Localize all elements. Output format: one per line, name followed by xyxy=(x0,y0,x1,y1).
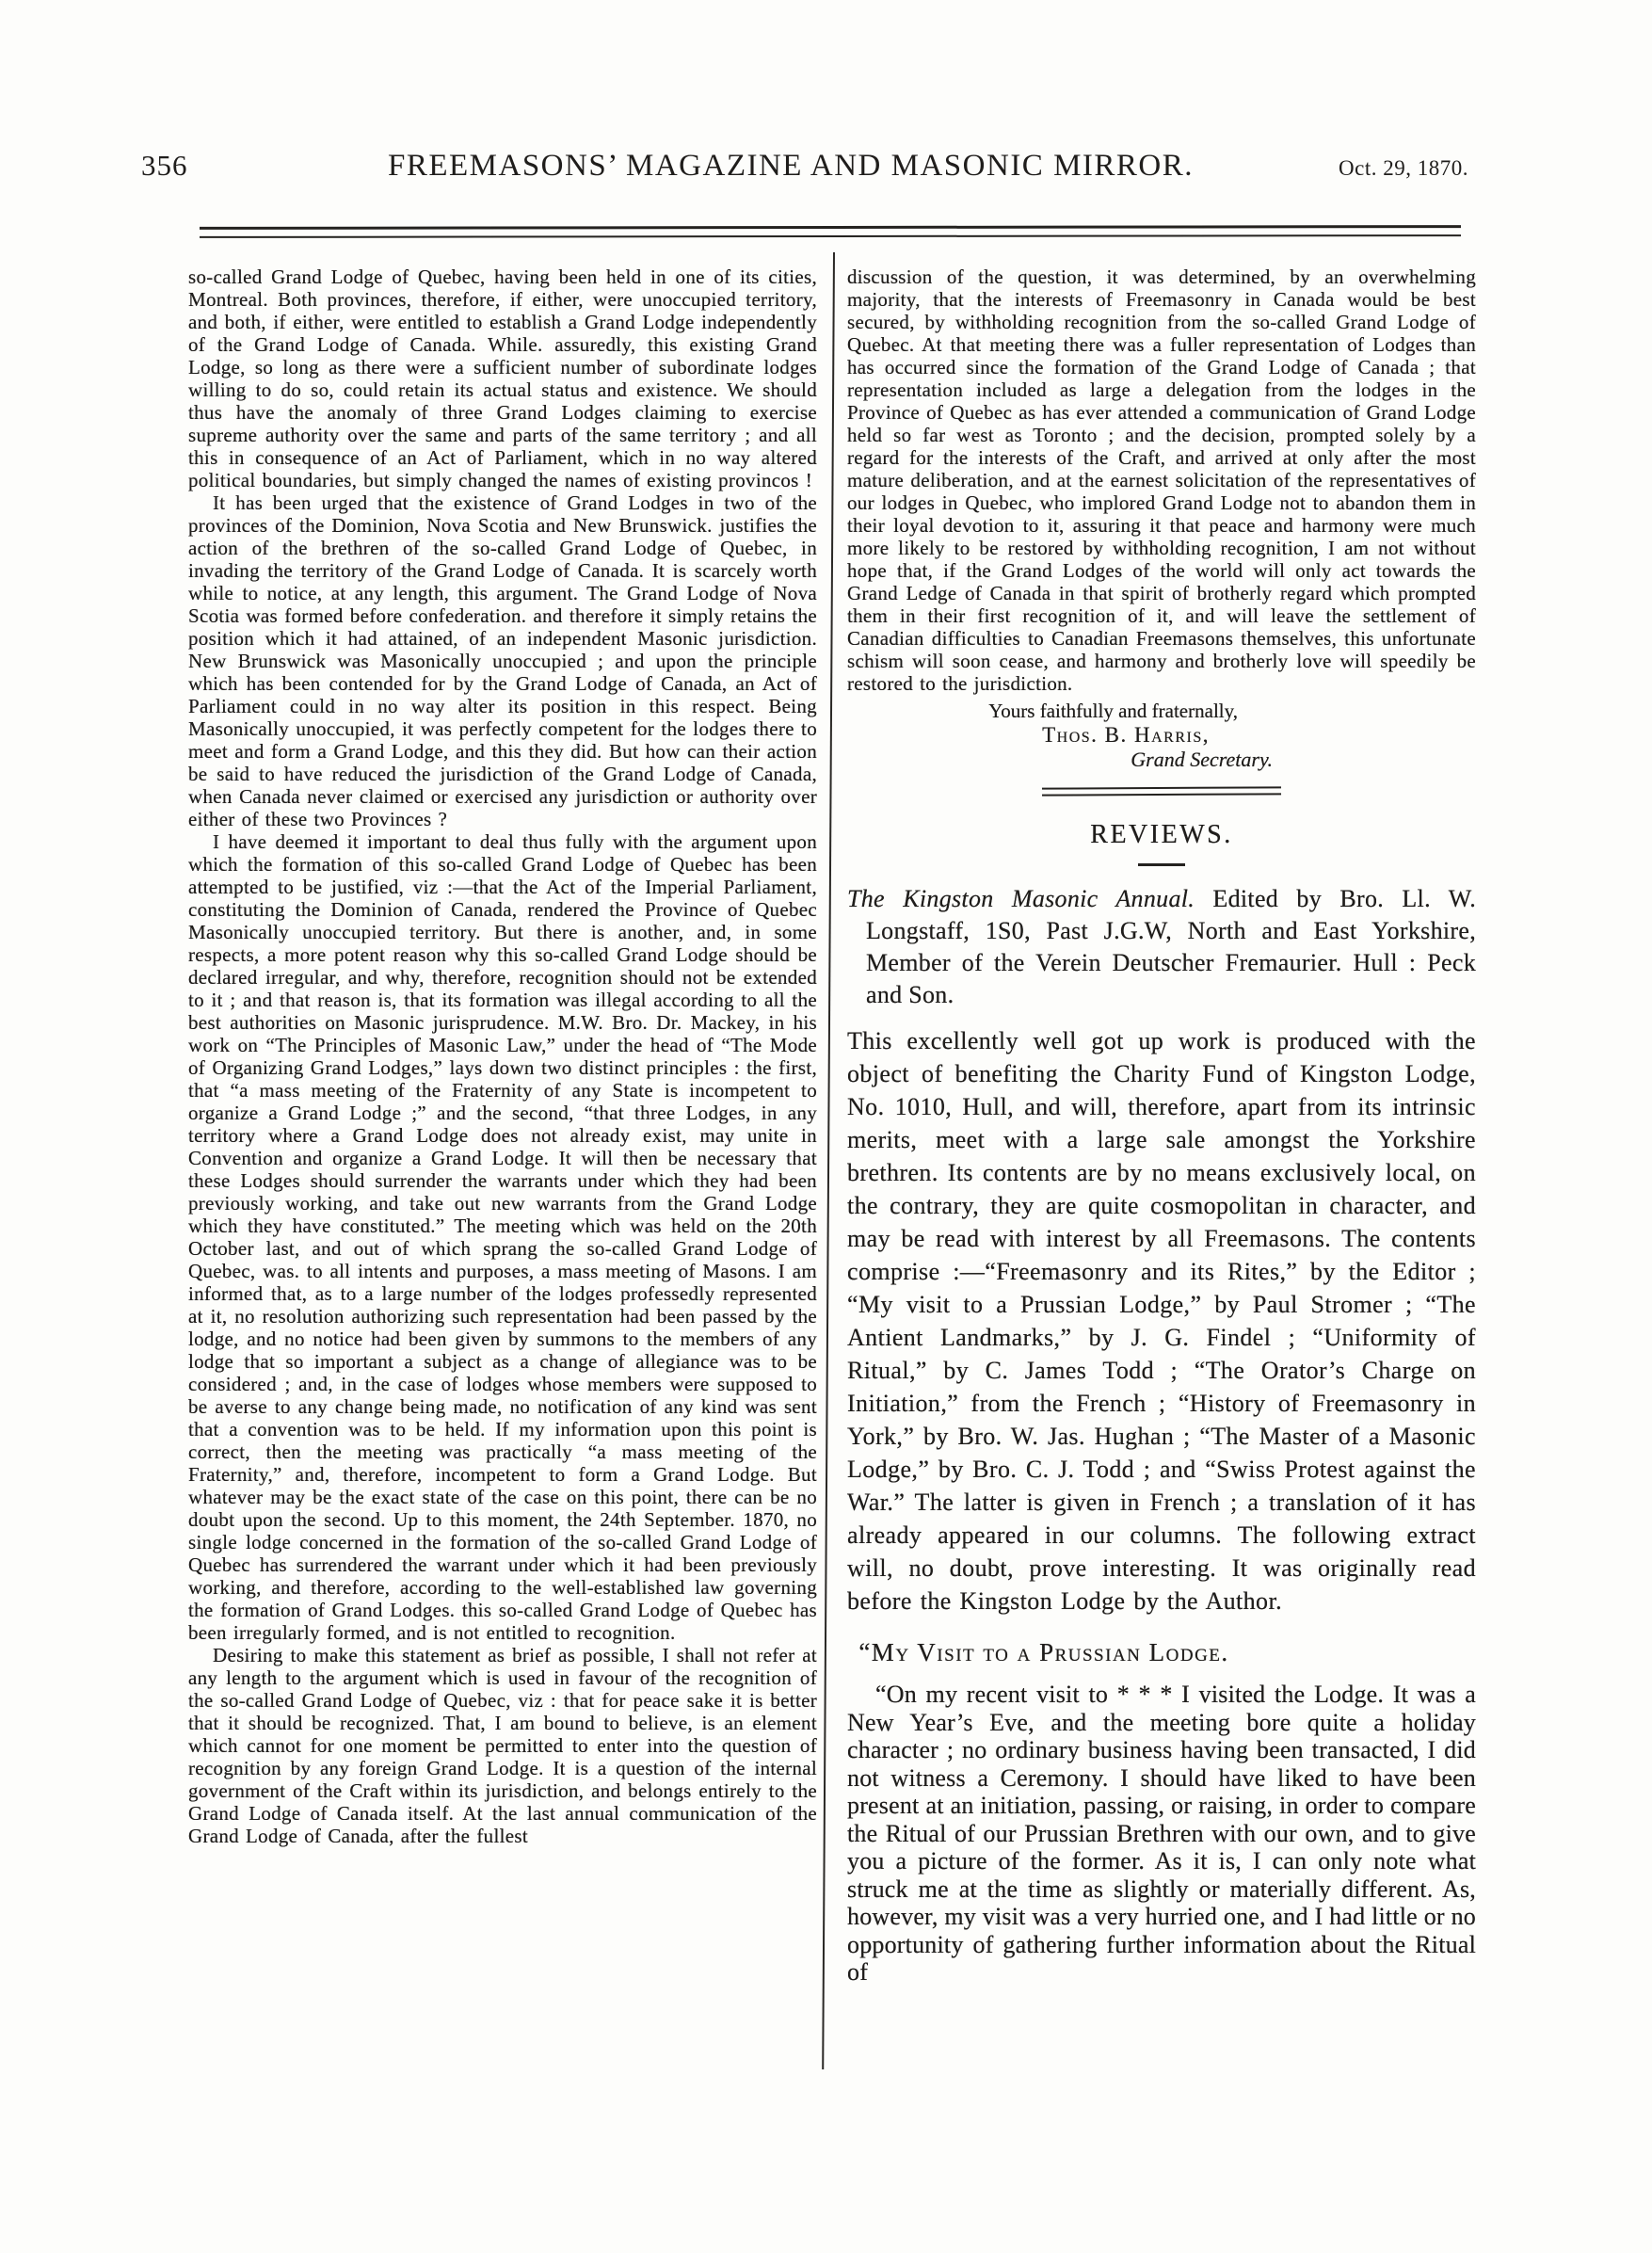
page-header xyxy=(141,149,1468,184)
article-paragraph: I have deemed it important to deal thus fully with the argument upon which the formation of this so-called Grand Lodge of Quebec has been attempted to be justified, viz :—that the Act of the Imperial Parliament, constituting the Dominion of Canada, rendered the Province of Quebec Masonically unoccupied territory. But there is another, and, in some respects, a more potent reason why this so-called Grand Lodge should be declared irregular, and why, therefore, recognition should not be extended to it ; and that reason is, that its formation was illegal according to all the best authorities on Masonic jurisprudence. M.W. Bro. Dr. Mackey, in his work on “The Principles of Masonic Law,” under the head of “The Mode of Organizing Grand Lodges,” lays down two distinct principles : the first, that “a mass meeting of the Fraternity of any State is incompetent to organize a Grand Lodge ;” and the second, “that three Lodges, in any territory where a Grand Lodge does not already exist, may unite in Convention and organize a Grand Lodge. It will then be necessary that these Lodges should surrender the warrants under which they had been previously working, and take out new warrants from the Grand Lodge which they have constituted.” The meeting which was held on the 20th October last, and out of which sprang the so-called Grand Lodge of Quebec, was. to all intents and purposes, a mass meeting of Masons. I am informed that, as to a large number of the lodges professedly represented at it, no resolution authorizing such representation had been passed by the lodge, and no notice had been given by summons to the members of any lodge that so important a subject as a change of allegiance was to be considered ; and, in the case of lodges whose members were supposed to be averse to any change being made, no notification of any kind was sent that a convention was to be held. If my information upon this point is correct, then the meeting was practically “a mass meeting of the Fraternity,” and, therefore, incompetent to form a Grand Lodge. But whatever may be the exact state of the case on this point, there can be no doubt upon the second. Up to this moment, the 24th September. 1870, no single lodge concerned in the formation of the so-called Grand Lodge of Quebec has surrendered the warrant under which it had been previously working, and therefore, according to the well-established law governing the formation of Grand Lodges. this so-called Grand Lodge of Quebec has been irregularly formed, and is not entitled to recognition. xyxy=(188,830,817,1644)
reviews-heading-rule xyxy=(1138,863,1185,866)
left-column xyxy=(188,266,817,1847)
article-continuation xyxy=(847,266,1476,695)
article-paragraph: Desiring to make this statement as brief as possible, I shall not refer at any length to the argument which is used in favour of the recognition of the so-called Grand Lodge of Quebec, viz : that for peace sake it is better that it should be recognized. That, I am bound to believe, is an element which cannot for one moment be permitted to enter into the question of recognition by any foreign Grand Lodge. It is a question of the internal government of the Craft within its jurisdiction, and belongs entirely to the Grand Lodge of Canada itself. At the last annual communication of the Grand Lodge of Canada, after the fullest xyxy=(188,1644,817,1847)
signature-valediction: Yours faithfully and fraternally, xyxy=(988,700,1238,722)
section-divider-rule xyxy=(1042,786,1281,796)
signature-name: Thos. B. Harris, xyxy=(1042,723,1210,747)
right-column xyxy=(847,266,1476,1987)
review-citation xyxy=(847,883,1476,1011)
extract-heading: “My Visit to a Prussian Lodge. xyxy=(858,1638,1229,1666)
header-double-rule xyxy=(200,225,1461,238)
article-paragraph: so-called Grand Lodge of Quebec, having been held in one of its cities, Montreal. Both provinces, therefore, if either, were unoccupied territory, and both, if either, were entitled to establish a Grand Lodge independently of the Grand Lodge of Canada. While. assuredly, this existing Grand Lodge, so long as there were a sufficient number of subordinate lodges willing to do so, could retain its actual status and existence. We should thus have the anomaly of three Grand Lodges claiming to exercise supreme authority over the same and parts of the same territory ; and all this in consequence of an Act of Parliament, which in no way altered political boundaries, but simply changed the names of existing provincos ! xyxy=(188,266,817,491)
page-number: 356 xyxy=(141,149,188,182)
extract-paragraph: “On my recent visit to * * * I visited the Lodge. It was a New Year’s Eve, and the meeting bore quite a holiday character ; no ordinary business having been transacted, I did not witness a Ceremony. I should have liked to have been present at an initiation, passing, or raising, in order to compare the Ritual of our Prussian Brethren with our own, and to give you a picture of the former. As it is, I can only note what struck me at the time as slightly or materially different. As, however, my visit was a very hurried one, and I had little or no opportunity of gathering further information about the Ritual of xyxy=(847,1681,1476,1986)
article-paragraph: It has been urged that the existence of Grand Lodges in two of the provinces of the Dominion, Nova Scotia and New Brunswick. justifies the action of the brethren of the so-called Grand Lodge of Quebec, in invading the territory of the Grand Lodge of Canada. It is scarcely worth while to notice, at any length, this argument. The Grand Lodge of Nova Scotia was formed before confederation. and therefore it simply retains the position which it had attained, of an independent Masonic jurisdiction. New Brunswick was Masonically unoccupied ; and upon the principle which has been contended for by the Grand Lodge of Canada, an Act of Parliament could in no way alter its position in this respect. Being Masonically unoccupied, it was perfectly competent for the lodges there to meet and form a Grand Lodge, and this they did. But how can their action be said to have reduced the jurisdiction of the Grand Lodge of Canada, when Canada never claimed or exercised any jurisdiction or authority over either of these two Provinces ? xyxy=(188,491,817,830)
masthead-title: FREEMASONS’ MAGAZINE AND MASONIC MIRROR. xyxy=(387,149,1195,183)
column-divider-rule xyxy=(822,252,835,2069)
review-citation-details: Edited by Bro. Ll. W. Longstaff, 1S0, Past J.G.W, North and East Yorkshire, Member of the Verein Deutscher Fremaurier. Hull : Peck and Son. xyxy=(866,885,1476,1008)
issue-date: Oct. 29, 1870. xyxy=(1339,156,1468,180)
review-citation-title: The Kingston Masonic Annual. xyxy=(847,885,1195,912)
signature-role: Grand Secretary. xyxy=(1131,748,1273,771)
reviews-section-heading: REVIEWS. xyxy=(1090,820,1233,849)
review-body-paragraph: This excellently well got up work is produced with the object of benefiting the Charity Fund of Kingston Lodge, No. 1010, Hull, and will, therefore, apart from its intrinsic merits, meet with a large sale amongst the Yorkshire brethren. Its contents are by no means exclusively local, on the contrary, they are quite cosmopolitan in character, and may be read with interest by all Freemasons. The contents comprise :—“Freemasonry and its Rites,” by the Editor ; “My visit to a Prussian Lodge,” by Paul Stromer ; “The Antient Landmarks,” by J. G. Findel ; “Uniformity of Ritual,” by C. James Todd ; “The Orator’s Charge on Initiation,” from the French ; “History of Freemasonry in York,” by Bro. W. Jas. Hughan ; “The Master of a Masonic Lodge,” by Bro. C. J. Todd ; and “Swiss Protest against the War.” The latter is given in French ; a translation of it has already appeared in our columns. The following extract will, no doubt, prove interesting. It was originally read before the Kingston Lodge by the Author. xyxy=(847,1027,1476,1615)
article-paragraph: discussion of the question, it was determined, by an overwhelming majority, that the interests of Freemasonry in Canada would be best secured, by withholding recognition from the so-called Grand Lodge of Quebec. At that meeting there was a fuller representation of Lodges than has occurred since the formation of the Grand Lodge of Canada ; that representation included as large a delegation from the lodges in the Province of Quebec as has ever attended a communication of Grand Lodge held so far west as Toronto ; and the decision, prompted solely by a regard for the interests of the Craft, and arrived at only after the most mature deliberation, and at the earnest solicitation of the representatives of our lodges in Quebec, who implored Grand Lodge not to abandon them in their loyal devotion to it, assuring it that peace and harmony were much more likely to be restored by withholding recognition, I am not without hope that, if the Grand Lodges of the world will only act towards the Grand Ledge of Canada in that spirit of brotherly regard which prompted them in their first recognition of it, and will leave the settlement of Canadian difficulties to Canadian Freemasons themselves, this unfortunate schism will soon cease, and harmony and brotherly love will speedily be restored to the jurisdiction. xyxy=(847,266,1476,695)
